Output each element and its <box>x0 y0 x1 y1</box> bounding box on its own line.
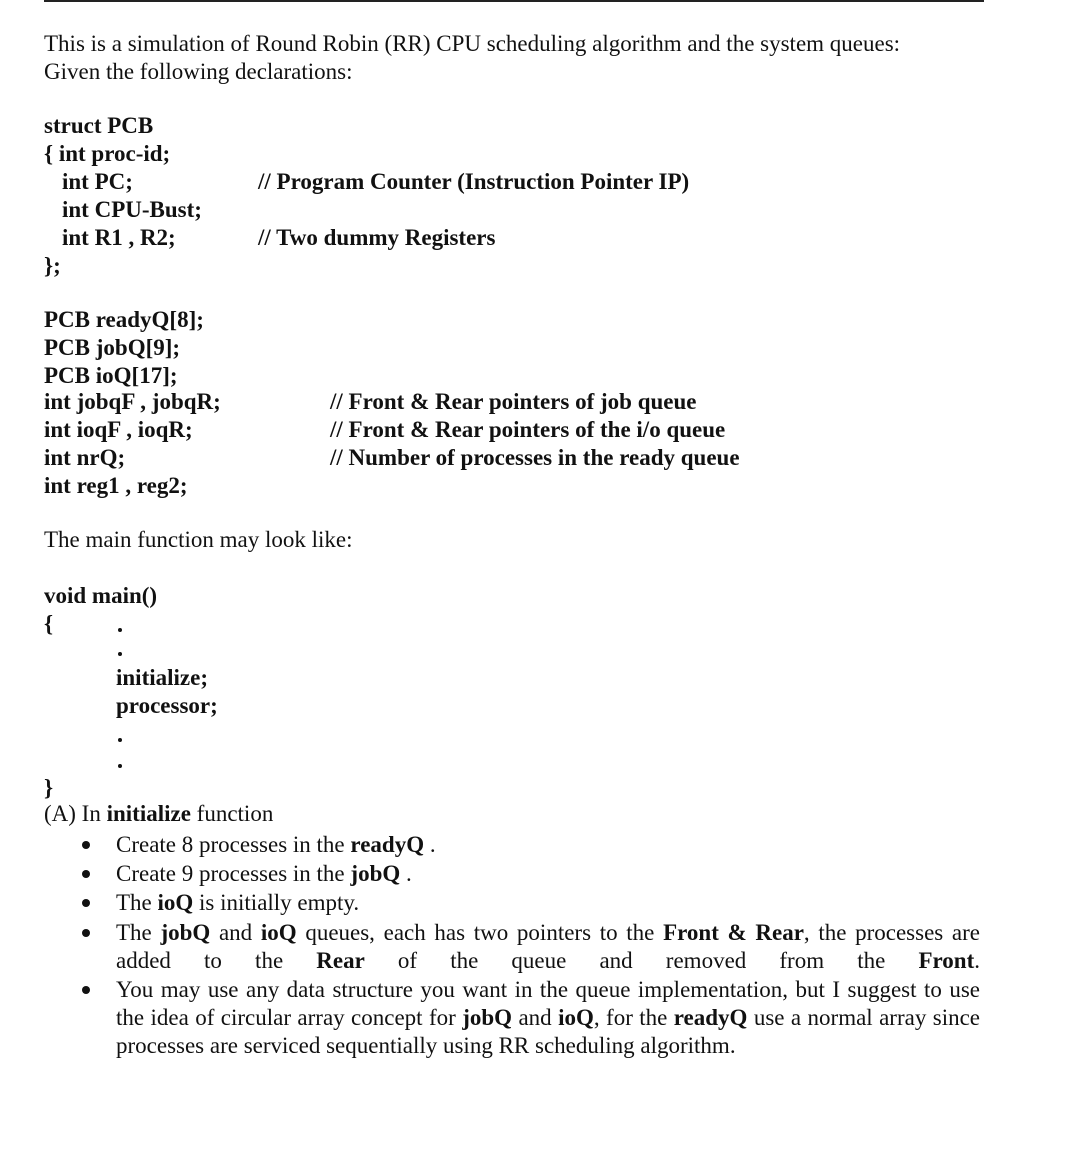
bullet-item-1 <box>116 831 436 859</box>
comment-nrq: // Number of processes in the ready queue <box>330 445 740 470</box>
bullet-icon <box>82 929 90 937</box>
bullet-3-end: is initially empty. <box>193 890 360 915</box>
bullet-4-text: and <box>210 920 261 945</box>
bullet-4-bold: Front <box>918 948 975 973</box>
bullet-icon <box>82 870 90 878</box>
bullet-4-text: queues, each has two pointers to the <box>296 920 664 945</box>
decl-jobq: PCB jobQ[9]; <box>44 335 181 360</box>
bullet-2-text: Create 9 processes in the <box>116 861 351 886</box>
top-rule <box>44 0 984 2</box>
bullet-2-bold: jobQ <box>350 861 401 886</box>
bullet-5-text: use a normal array since processes are serviced sequentially using RR scheduling algorithm. <box>116 1005 980 1058</box>
struct-field-proc-id: { int proc-id; <box>44 141 171 166</box>
bullet-1-text: Create 8 processes in the <box>116 832 351 857</box>
comment-job-pointers: // Front & Rear pointers of job queue <box>330 389 697 414</box>
struct-comment-pc: // Program Counter (Instruction Pointer IP) <box>258 169 690 194</box>
comment-io-pointers: // Front & Rear pointers of the i/o queue <box>330 417 726 442</box>
ellipsis-dot <box>118 652 122 656</box>
ellipsis-dot <box>118 764 122 768</box>
bullet-4-text: . <box>974 948 980 973</box>
decl-job-pointers: int jobqF , jobqR; <box>44 389 221 414</box>
bullet-item-5 <box>116 976 980 1060</box>
intro-line-1: This is a simulation of Round Robin (RR) CPU scheduling algorithm and the system queues: <box>44 31 901 56</box>
bullet-5-text: You may use any data structure you want in the queue implementation, but I suggest to use the idea of circular array concept for <box>116 977 980 1030</box>
bullet-5-bold: ioQ <box>558 1005 594 1030</box>
main-call-initialize: initialize; <box>116 665 208 690</box>
decl-io-pointers: int ioqF , ioqR; <box>44 417 193 442</box>
decl-nrq: int nrQ; <box>44 445 126 470</box>
bullet-4-text: The <box>116 920 161 945</box>
bullet-4-bold: jobQ <box>160 920 211 945</box>
bullet-1-bold: readyQ <box>350 832 425 857</box>
bullet-item-2 <box>116 860 412 888</box>
struct-field-registers: int R1 , R2; <box>62 225 176 250</box>
bullet-4-text: , the processes are added to the <box>116 920 981 973</box>
decl-readyq: PCB readyQ[8]; <box>44 307 204 332</box>
bullet-5-text: and <box>512 1005 559 1030</box>
bullet-3-bold: ioQ <box>157 890 194 915</box>
section-a-heading <box>44 800 273 828</box>
bullet-4-bold: ioQ <box>260 920 297 945</box>
bullet-4-bold: Front & Rear <box>663 920 804 945</box>
struct-comment-registers: // Two dummy Registers <box>258 225 496 250</box>
bullet-icon <box>82 899 90 907</box>
main-signature: void main() <box>44 583 158 608</box>
struct-field-cpu-bust: int CPU-Bust; <box>62 197 202 222</box>
section-a-fn: initialize <box>106 801 191 826</box>
bullet-5-text: , for the <box>593 1005 674 1030</box>
struct-header: struct PCB <box>44 113 154 138</box>
bullet-1-end: . <box>424 832 436 857</box>
main-call-processor: processor; <box>116 693 218 718</box>
decl-ioq: PCB ioQ[17]; <box>44 363 178 388</box>
bullet-5-bold: readyQ <box>673 1005 748 1030</box>
bullet-item-3 <box>116 889 359 917</box>
struct-field-pc: int PC; <box>62 169 133 194</box>
main-open-brace: { <box>44 611 54 636</box>
bullet-4-text: of the queue and removed from the <box>364 948 919 973</box>
ellipsis-dot <box>118 738 122 742</box>
bullet-4-bold: Rear <box>316 948 365 973</box>
bullet-3-text: The <box>116 890 158 915</box>
bullet-icon <box>82 986 90 994</box>
struct-close: }; <box>44 253 61 278</box>
main-close-brace: } <box>44 775 54 800</box>
intro-line-2: Given the following declarations: <box>44 59 353 84</box>
section-a-prefix: (A) In <box>44 801 107 826</box>
decl-regs: int reg1 , reg2; <box>44 473 188 498</box>
main-intro-text: The main function may look like: <box>44 527 353 552</box>
section-a-suffix: function <box>190 801 274 826</box>
bullet-icon <box>82 841 90 849</box>
bullet-5-bold: jobQ <box>462 1005 513 1030</box>
bullet-2-end: . <box>400 861 412 886</box>
ellipsis-dot <box>118 628 122 632</box>
